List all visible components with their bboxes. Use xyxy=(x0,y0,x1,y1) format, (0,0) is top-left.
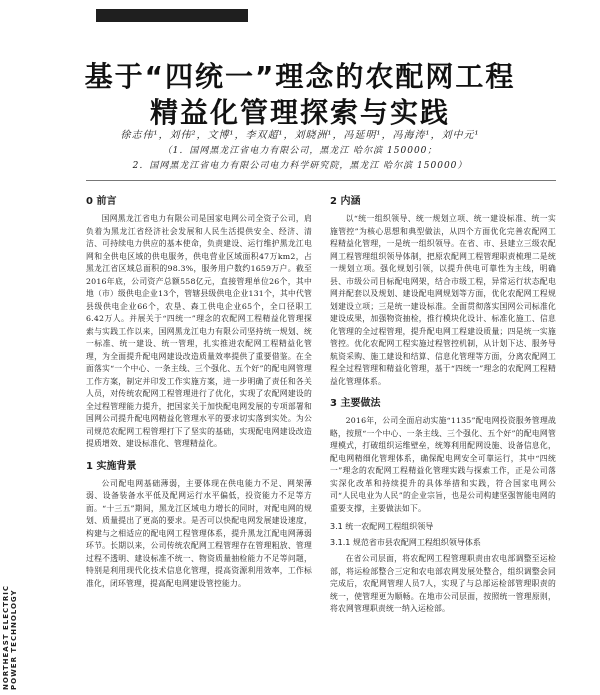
connotation-paragraph: 以“统一组织领导、统一规划立项、统一建设标准、统一实施管控”为核心思想和典型做法，从四个方面优化完善农配网工程精益化管理，一是统一组织领导。在省、市、县建立三级农配网工程管理组织领导体制，把原农配网工程管理职责梳理二是统一规划立项。强化规划引领，以提升供电可靠性为主线，明确县、市级公司目标配电网架，结合市级工程，异常运行状态配电网并配套以及规划、建设配电网规划等方面，优化农配网工程规划建设立项；三是统一建设标准。全面贯彻落实国网公司标准化建设成果，加强物资抽检，推行模块化设计、标准化施工、信息化管理的全过程管理，提升配电网工程建设质量；四是统一实施管控。优化农配网工程实施过程管控机制，从计划下达、服务导航资采购、施工建设和结算、信息化管理等方面，分离农配网工程全过程管理和精益化管理，基于“四统一”理念的农配网工程精益化管理体系。 xyxy=(330,214,556,386)
subsection-heading-3-1: 3.1 统一农配网工程组织领导 xyxy=(330,522,434,531)
section-heading-main-practices: 3 主要做法 xyxy=(330,398,381,409)
background-paragraph: 公司配电网基础薄弱，主要体现在供电能力不足、网架薄弱、设备装备水平低及配网运行水平偏低，投资能力不足等方面。“十三五”期间，黑龙江区域电力增长的同时，对配电网的规划、质量提出了更高的要求。是否可以快配电网发展建设速度，构建与之相适应的配电网工程管理体系，提升黑龙江配电网薄弱环节。长期以来，公司传统农配网工程管理存在管理粗放、管理过程不透明、建设标准不统一、物资质量抽检能力不足等问题，特别是利用现代化技术信息化管理，提高资源利用效率，工作标准化，闭环管理，提高配电网建设管控能力。 xyxy=(86,478,312,588)
author-list: 徐志伟¹，刘伟²，文博¹，李双超¹，刘晓洲¹，冯延明¹，冯海涛¹，刘中元¹ xyxy=(120,130,480,141)
journal-header-band xyxy=(96,9,248,22)
article-title-line-2: 精益化管理探索与实践 xyxy=(149,96,450,129)
main-practices-paragraph: 2016年，公司全面启动实施“1135”配电网投资服务管理战略，按照“一个中心、一条主线、三个强化、五个好”的配电网管理模式，打破组织运维壁垒，统筹利用配网设施、设备信息化，配电网精细化管理体系，确保配电网安全可靠运行，其中“四统一”理念的农配网工程精益化管理实践与探索工作，正是公司落实深化改革和持续提升的具体举措和实践，符合国家电网公司“人民电业为人民”的企业宗旨，也是公司构建坚强智能电网的重要支撑，主要做法如下。 xyxy=(330,416,556,513)
preface-paragraph: 国网黑龙江省电力有限公司是国家电网公司全资子公司，肩负着为黑龙江省经济社会发展和人民生活提供安全、经济、清洁、可持续电力供应的基本使命，负责建设、运行维护黑龙江电网和全供电区域的供电服务，供电营业区域面积47万km2，占黑龙江省区域总面积的98.3%，服务用户数约1659万户。截至2016年底，公司资产总额558亿元，直接管理单位26个，其中地（市）级供电企业13个，管辖县级供电企业131个，其中代管县级供电企业66个，农垦、森工供电企业65个，全口径职工6.42万人。并展关于“四统一”理念的农配网工程精益化管理探索与实践工作以来，国网黑龙江电力有限公司坚持统一规划、统一标准、统一建设、统一管理，扎实推进农配网工程精益化管理，为全面提升配电网建设改造质量效率提供了重要借鉴。在全面落实“一个中心、一条主线、三个强化、五个好”的配电网管理工作方案，制定并印发工作实施方案，进一步明确了责任和各关人员，对传统农配网工程管理进行了优化，实现了农配网建设的全过程管理能力提升，把国家关于加快配电网发展的专项部署和国网公司提升配电网精益化管理水平的要求切实落到实处。为公司规范农配网工程管理打下了坚实的基础，实现配电网建设改造提质增效、建设标准化、管理精益化。 xyxy=(86,214,312,448)
journal-side-text: NORTHEAST ELECTRIC POWER TECHNOLOGY xyxy=(2,584,18,690)
subsection-heading-3-1-1: 3.1.1 规范省市县农配网工程组织领导体系 xyxy=(330,538,481,547)
right-column xyxy=(330,192,556,622)
subsection-paragraph: 在省公司层面，将农配网工程管理职责由农电部调整至运检部，将运检部整合三定和农电部农网发展处整合，组织调整会同完成后，农配网管理人员7人，实现了与总部运检部管理职责的统一，使管理更为顺畅。在地市公司层面，按照统一管理原则，将农网管理职责统一纳入运检部。 xyxy=(330,554,556,613)
section-heading-connotation: 2 内涵 xyxy=(330,196,361,207)
section-heading-preface: 0 前言 xyxy=(86,196,117,207)
affiliation-2: 2．国网黑龙江省电力有限公司电力科学研究院，黑龙江 哈尔滨 150000） xyxy=(132,161,468,171)
header-divider xyxy=(86,180,556,181)
affiliation-1: （1．国网黑龙江省电力有限公司，黑龙江 哈尔滨 150000； xyxy=(162,146,438,156)
section-heading-background: 1 实施背景 xyxy=(86,460,137,472)
article-title-line-1: 基于“四统一”理念的农配网工程 xyxy=(84,60,516,93)
left-column xyxy=(86,192,312,596)
